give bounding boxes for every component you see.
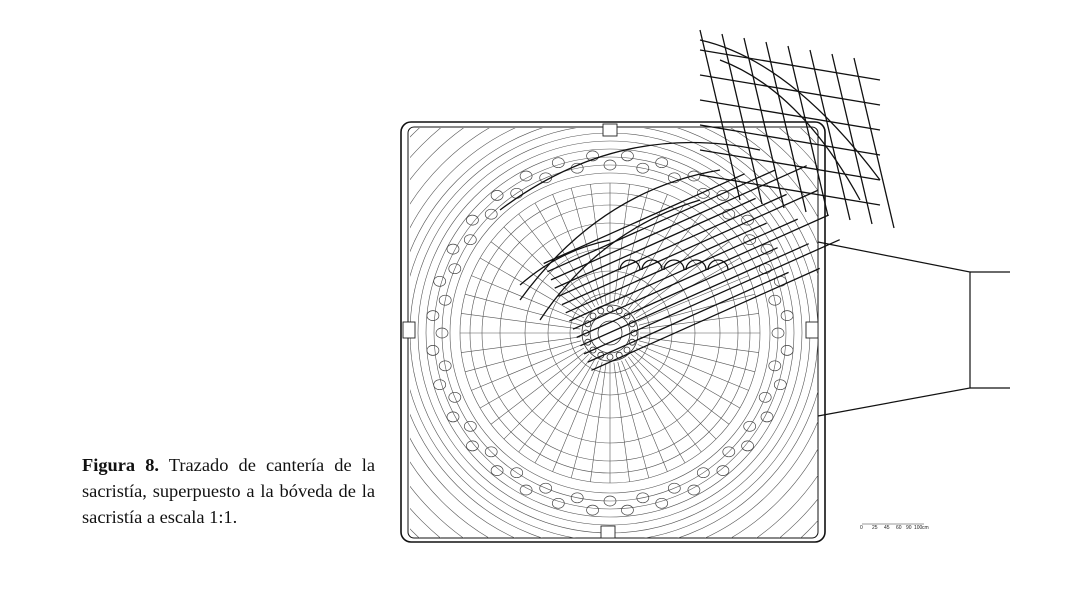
- decorative-boss: [434, 380, 446, 390]
- central-boss-petal: [590, 313, 596, 319]
- decorative-boss: [447, 244, 459, 254]
- trace-grid-line: [700, 75, 880, 105]
- decorative-boss: [552, 498, 564, 508]
- decorative-boss: [587, 505, 599, 515]
- decorative-boss: [491, 190, 503, 200]
- decorative-boss: [717, 466, 729, 476]
- decorative-boss: [656, 158, 668, 168]
- radial-rib: [519, 357, 592, 452]
- decorative-boss: [621, 151, 633, 161]
- radial-rib: [614, 363, 630, 482]
- decorative-boss: [491, 466, 503, 476]
- trace-arc: [520, 170, 720, 300]
- trace-grid-line: [700, 150, 880, 180]
- central-boss-petal: [607, 354, 613, 360]
- decorative-boss: [552, 158, 564, 168]
- trace-grid-line: [854, 58, 894, 228]
- radial-rib: [636, 348, 740, 408]
- scale-bar: [860, 524, 929, 531]
- radial-rib: [631, 354, 716, 439]
- radial-rib: [625, 359, 685, 463]
- trace-arc: [700, 40, 880, 180]
- decorative-boss: [621, 505, 633, 515]
- decorative-boss: [781, 345, 793, 355]
- radial-rib: [504, 354, 589, 439]
- wall-corbels: [403, 124, 818, 538]
- scale-tick-4: 90: [906, 525, 912, 531]
- radial-rib: [480, 258, 584, 318]
- trace-grid-line: [700, 175, 880, 205]
- decorative-boss: [781, 311, 793, 321]
- radial-rib: [631, 227, 716, 312]
- radial-rib: [640, 337, 759, 353]
- radial-rib: [628, 357, 701, 452]
- trace-line: [580, 244, 808, 346]
- radial-rib: [480, 348, 584, 408]
- decorative-boss: [434, 276, 446, 286]
- decorative-boss: [447, 412, 459, 422]
- radial-rib: [491, 351, 586, 424]
- radial-rib: [461, 337, 580, 353]
- scale-unit: cm: [922, 525, 929, 531]
- decorative-boss: [774, 380, 786, 390]
- figure-caption: [82, 452, 375, 530]
- decorative-boss: [761, 412, 773, 422]
- figure-label: Figura 8.: [82, 455, 160, 475]
- radial-rib: [590, 363, 606, 482]
- decorative-boss: [427, 345, 439, 355]
- trace-arc: [520, 240, 610, 285]
- trace-line: [588, 272, 789, 362]
- scale-tick-2: 45: [884, 525, 890, 531]
- radial-rib: [634, 242, 729, 315]
- scale-tick-5: 100: [914, 525, 923, 531]
- scale-tick-0: 0: [860, 525, 863, 531]
- decorative-boss: [427, 311, 439, 321]
- trace-grid-line: [700, 125, 880, 155]
- decorative-boss: [656, 498, 668, 508]
- radial-rib: [461, 313, 580, 329]
- radial-rib: [535, 359, 595, 463]
- trace-line: [569, 219, 797, 321]
- radial-rib: [634, 351, 729, 424]
- central-boss-petal: [598, 308, 604, 314]
- scale-tick-3: 60: [896, 525, 902, 531]
- figure-caption-text: Trazado de cantería de la sacristía, superpuesto a la bóveda de la sacristía a escala 1:1.: [82, 455, 375, 527]
- radial-rib: [491, 242, 586, 315]
- radial-rib: [625, 203, 685, 307]
- radial-rib: [519, 214, 592, 309]
- annex-outline: [818, 242, 1010, 416]
- scale-tick-1: 25: [872, 525, 878, 531]
- central-boss-petal: [624, 347, 630, 353]
